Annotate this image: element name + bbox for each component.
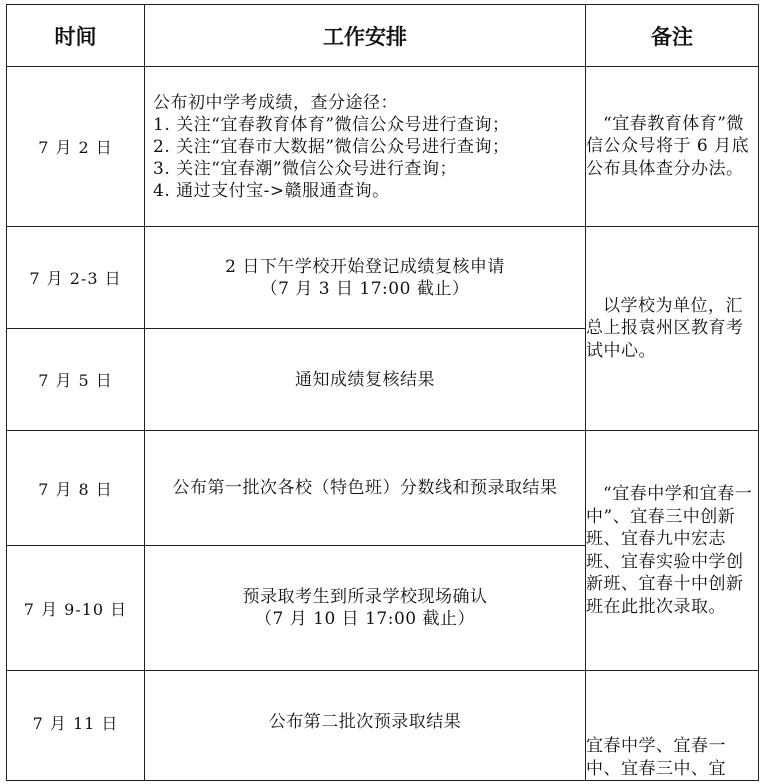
- work-line: （7 月 3 日 17:00 截止）: [260, 278, 470, 299]
- row-work: [145, 227, 586, 329]
- work-line: 公布初中学考成绩，查分途径：: [153, 92, 398, 113]
- work-line: 1. 关注“宜春教育体育”微信公众号进行查询；: [153, 114, 510, 135]
- row-time: 7 月 9-10 日: [7, 546, 145, 671]
- row-time: 7 月 11 日: [7, 671, 145, 781]
- header-work: 工作安排: [145, 5, 586, 67]
- schedule-table: [6, 4, 759, 781]
- table-row: [7, 227, 759, 329]
- table-row: [7, 671, 759, 781]
- note-text: “宜春教育体育”微信公众号将于 6 月底公布具体查分办法。: [586, 113, 750, 179]
- row-work: [145, 431, 586, 546]
- work-line: 2. 关注“宜春市大数据”微信公众号进行查询；: [153, 136, 510, 157]
- work-line: （7 月 10 日 17:00 截止）: [255, 609, 475, 629]
- work-line: 2 日下午学校开始登记成绩复核申请: [225, 256, 505, 277]
- row-note: [586, 67, 759, 227]
- row-time: 7 月 5 日: [7, 329, 145, 431]
- header-note: 备注: [586, 5, 759, 67]
- header-row: [7, 5, 759, 67]
- table-row: [7, 431, 759, 546]
- row-work: [145, 546, 586, 671]
- work-line: 3. 关注“宜春潮”微信公众号进行查询；: [153, 158, 458, 179]
- row-work: [145, 67, 586, 227]
- header-time: 时间: [7, 5, 145, 67]
- row-time: 7 月 2-3 日: [7, 227, 145, 329]
- work-line: 公布第一批次各校（特色班）分数线和预录取结果: [172, 478, 558, 498]
- row-work: [145, 329, 586, 431]
- table-row: [7, 67, 759, 227]
- row-time: 7 月 2 日: [7, 67, 145, 227]
- work-line: 预录取考生到所录学校现场确认: [242, 587, 488, 607]
- work-line: 公布第二批次预录取结果: [268, 712, 462, 732]
- row-work: [145, 671, 586, 781]
- merged-note-second-batch: [586, 671, 759, 781]
- note-text: “宜春中学和宜春一中”、宜春三中创新班、宜春九中宏志班、宜春实验中学创新班、宜春十中创新班在此批次录取。: [586, 484, 753, 617]
- work-line: 4. 通过支付宝->赣服通查询。: [153, 180, 390, 201]
- merged-note-first-batch: [586, 431, 759, 671]
- row-time: 7 月 8 日: [7, 431, 145, 546]
- note-text: 宜春中学、宜春一中、宜春三中、宜: [586, 736, 726, 779]
- work-line: 通知成绩复核结果: [295, 369, 435, 390]
- note-text: 以学校为单位，汇总上报袁州区教育考试中心。: [586, 295, 744, 361]
- merged-note-review: [586, 227, 759, 431]
